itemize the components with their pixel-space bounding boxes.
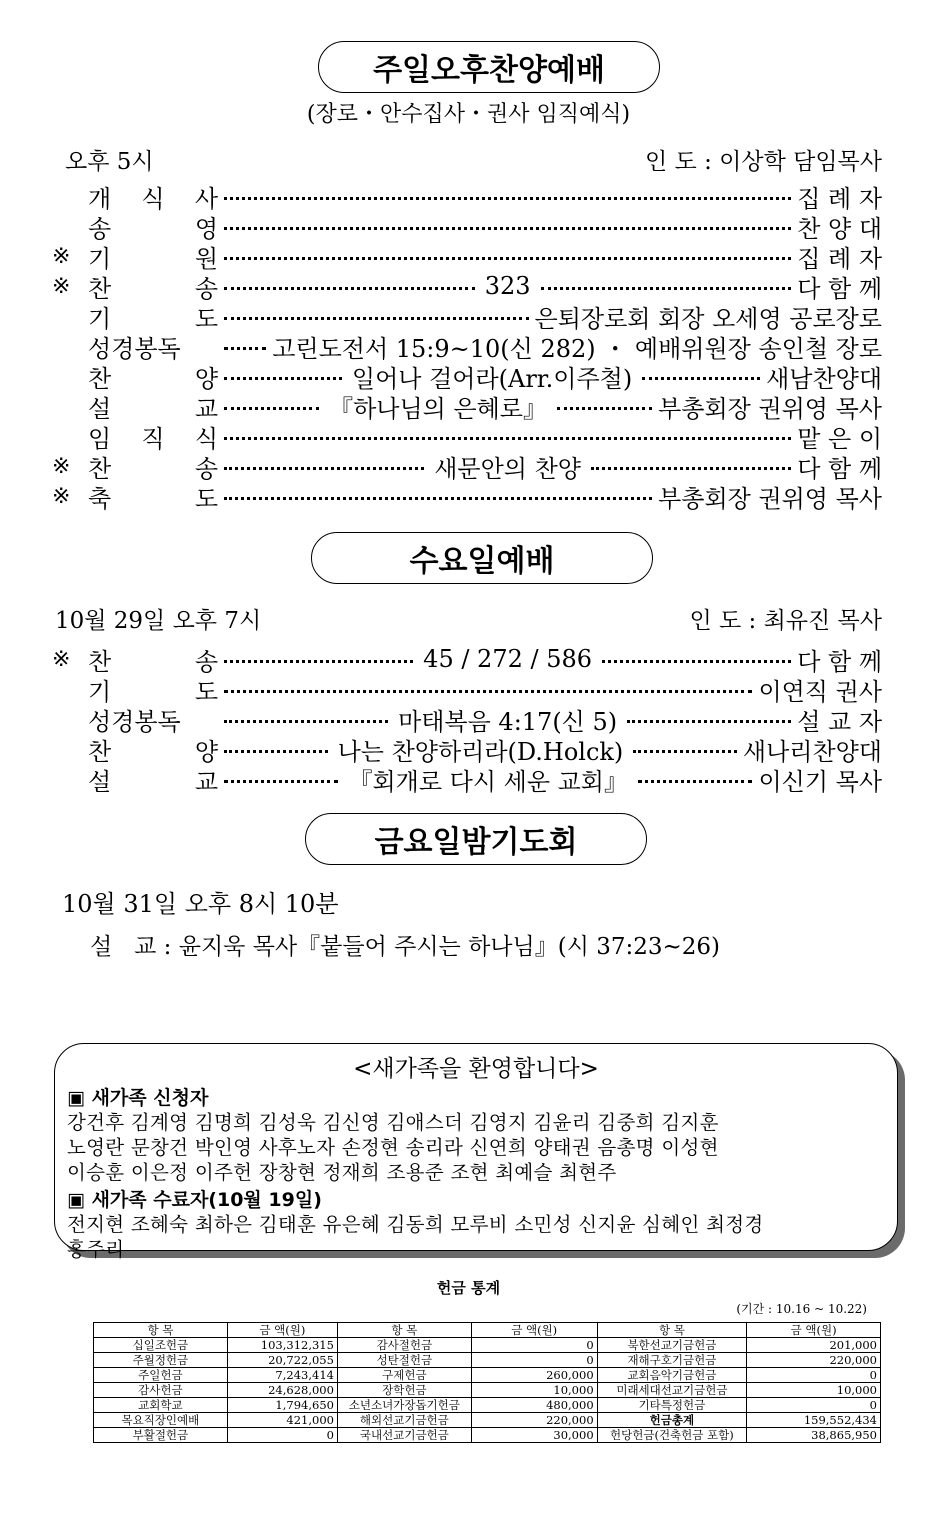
order-item: 개 식 사 [88,184,218,213]
offering-item: 헌금총계 [597,1413,747,1428]
order-person: 새남찬양대 [766,364,883,393]
order-item: 성경봉독 [88,707,181,736]
dot-leader [602,660,791,663]
order-row [52,644,882,674]
order-row [52,481,882,511]
order-content: 일어나 걸어라(Arr.이주철) [351,364,633,393]
offering-amount: 103,312,315 [227,1338,337,1353]
offering-amount: 7,243,414 [227,1368,337,1383]
order-person: 다 함 께 [797,454,883,483]
offering-item: 장학헌금 [337,1383,471,1398]
standing-mark: ※ [52,646,71,672]
order-row [52,391,882,421]
order-person: 이연직 권사 [758,677,882,706]
offering-amount: 0 [747,1368,881,1383]
dot-leader [224,197,791,200]
column-header: 항 목 [597,1323,747,1338]
dot-leader [633,750,737,753]
order-content: 나는 찬양하리라(D.Holck) [337,737,624,766]
order-content: 새문안의 찬양 [434,454,581,483]
dot-leader [591,467,791,470]
friday-prayer-title: 금요일밤기도회 [305,813,647,865]
order-person: 다 함 께 [797,647,882,676]
wednesday-service-leader: 인 도 : 최유진 목사 [689,608,882,634]
order-row [52,241,882,271]
offering-amount: 30,000 [471,1428,597,1443]
order-person: 고린도전서 15:9~10(신 282) ・ 예배위원장 송인철 장로 [272,334,882,363]
offering-item: 목요직장인예배 [94,1413,228,1428]
order-item: 찬 양 [88,737,218,766]
dot-leader [224,227,791,230]
offering-amount: 20,722,055 [227,1353,337,1368]
order-row [52,271,882,301]
new-family-welcome-box [54,1043,898,1261]
dot-leader [224,467,424,470]
order-person: 이신기 목사 [758,767,883,796]
offering-amount: 10,000 [471,1383,597,1398]
offering-amount: 220,000 [747,1353,881,1368]
table-row [94,1398,881,1413]
dot-leader [224,257,791,260]
offering-title: 헌금 통계 [436,1279,501,1297]
dot-leader [224,497,652,500]
offering-amount: 1,794,650 [227,1398,337,1413]
offering-item: 성탄절헌금 [337,1353,471,1368]
table-row [94,1353,881,1368]
column-header: 금 액(원) [747,1323,881,1338]
offering-amount: 421,000 [227,1413,337,1428]
standing-mark: ※ [52,243,71,269]
offering-item: 재해구호기금헌금 [597,1353,747,1368]
sunday-service-title: 주일오후찬양예배 [318,41,660,93]
column-header: 금 액(원) [471,1323,597,1338]
dot-leader [224,690,752,693]
column-header: 항 목 [94,1323,228,1338]
friday-prayer-sermon: 설 교 : 윤지욱 목사『붙들어 주시는 하나님』(시 37:23~26) [90,934,721,960]
offering-item: 주일헌금 [94,1368,228,1383]
offering-item: 헌당헌금(건축헌금 포함) [597,1428,747,1443]
standing-mark: ※ [52,483,71,509]
offering-item: 구제헌금 [337,1368,471,1383]
sunday-service-subtitle: (장로・안수집사・권사 임직예식) [306,102,631,127]
order-content: 45 / 272 / 586 [423,645,593,673]
order-row [52,451,882,481]
order-item: 성경봉독 [88,334,181,363]
offering-amount: 0 [471,1338,597,1353]
order-item: 기 원 [88,244,218,273]
offering-period: (기간 : 10.16 ~ 10.22) [736,1302,867,1316]
offering-item: 국내선교기금헌금 [337,1428,471,1443]
dot-leader [224,377,342,380]
order-person: 집 례 자 [797,184,882,213]
applicants-list [67,1110,885,1185]
order-row [52,421,882,451]
order-row [52,361,882,391]
order-row [52,181,882,211]
offering-item: 십일조헌금 [94,1338,228,1353]
offering-amount: 0 [471,1353,597,1368]
graduates-list [67,1212,885,1262]
order-person: 부총회장 권위영 목사 [658,394,882,423]
order-person: 맡 은 이 [797,424,882,453]
order-row [52,331,882,361]
offering-item: 교회학교 [94,1398,228,1413]
offering-item: 북한선교기금헌금 [597,1338,747,1353]
order-item: 설 교 [88,767,218,796]
column-header: 금 액(원) [227,1323,337,1338]
dot-leader [224,347,266,350]
order-row [52,301,882,331]
offering-item: 감사헌금 [94,1383,228,1398]
order-item: 기 도 [88,304,218,333]
table-row [94,1413,881,1428]
offering-item: 주월정헌금 [94,1353,228,1368]
dot-leader [224,317,529,320]
order-person: 집 례 자 [797,244,882,273]
table-row [94,1338,881,1353]
offering-amount: 10,000 [747,1383,881,1398]
order-content: 『하나님의 은혜로』 [329,394,547,423]
order-person: 새나리찬양대 [742,737,882,766]
offering-amount: 220,000 [471,1413,597,1428]
applicants-line: 강건후 김계영 김명희 김성욱 김신영 김애스더 김영지 김윤리 김중희 김지훈 [67,1111,719,1134]
order-content: 마태복음 4:17(신 5) [398,707,618,736]
order-item: 찬 송 [88,454,218,483]
order-person: 설 교 자 [797,707,883,736]
order-row [52,674,882,704]
order-content: 323 [484,272,531,300]
offering-amount: 0 [747,1398,881,1413]
sunday-service-leader: 인 도 : 이상학 담임목사 [645,149,882,175]
order-item: 송 영 [88,214,218,243]
applicants-header: ▣ 새가족 신청자 [67,1087,209,1109]
offering-table-header [94,1323,881,1338]
order-item: 기 도 [88,677,218,706]
offering-amount: 260,000 [471,1368,597,1383]
offering-amount: 0 [227,1428,337,1443]
dot-leader [224,407,319,410]
applicants-line: 이승훈 이은정 이주헌 장창현 정재희 조용준 조현 최예슬 최현주 [67,1161,617,1184]
offering-amount: 201,000 [747,1338,881,1353]
offering-item: 해외선교기금헌금 [337,1413,471,1428]
dot-leader [627,720,791,723]
order-item: 설 교 [88,394,218,423]
order-person: 은퇴장로회 회장 오세영 공로장로 [534,304,882,333]
order-row [52,211,882,241]
dot-leader [224,750,328,753]
dot-leader [224,437,791,440]
order-person: 찬 양 대 [797,214,882,243]
order-item: 임 직 식 [88,424,218,453]
order-item: 축 도 [88,484,218,513]
dot-leader [541,287,792,290]
table-row [94,1368,881,1383]
wednesday-service-title: 수요일예배 [311,532,653,584]
offering-item: 교회음악기금헌금 [597,1368,747,1383]
offering-table [93,1322,881,1443]
sunday-service-time: 오후 5시 [65,149,154,175]
offering-amount: 480,000 [471,1398,597,1413]
order-item: 찬 양 [88,364,218,393]
friday-prayer-time: 10월 31일 오후 8시 10분 [62,890,339,918]
standing-mark: ※ [52,453,71,479]
offering-amount: 24,628,000 [227,1383,337,1398]
order-content: 『회개로 다시 세운 교회』 [348,767,628,796]
order-row [52,764,882,794]
offering-item: 기타특정헌금 [597,1398,747,1413]
dot-leader [557,407,652,410]
dot-leader [224,660,413,663]
order-item: 찬 송 [88,274,218,303]
dot-leader [224,287,475,290]
dot-leader [642,377,760,380]
order-row [52,734,882,764]
order-item: 찬 송 [88,647,218,676]
standing-mark: ※ [52,273,71,299]
table-row [94,1428,881,1443]
order-row [52,704,882,734]
welcome-title: <새가족을 환영합니다> [353,1056,599,1082]
order-person: 다 함 께 [797,274,882,303]
dot-leader [638,780,752,783]
applicants-line: 노영란 문창건 박인영 사후노자 손정현 송리라 신연희 양태권 음총명 이성현 [67,1136,719,1159]
offering-item: 감사절헌금 [337,1338,471,1353]
graduates-line: 홍주리 [67,1238,125,1261]
wednesday-service-time: 10월 29일 오후 7시 [55,608,262,634]
offering-item: 부활절헌금 [94,1428,228,1443]
offering-amount: 159,552,434 [747,1413,881,1428]
offering-item: 미래세대선교기금헌금 [597,1383,747,1398]
dot-leader [224,720,388,723]
offering-item: 소년소녀가장돕기헌금 [337,1398,471,1413]
graduates-header: ▣ 새가족 수료자(10월 19일) [67,1189,322,1211]
order-person: 부총회장 권위영 목사 [658,484,882,513]
graduates-line: 전지현 조혜숙 최하은 김태훈 유은혜 김동희 모루비 소민성 신지윤 심혜인 최정경 [67,1213,764,1236]
offering-amount: 38,865,950 [747,1428,881,1443]
dot-leader [224,780,338,783]
table-row [94,1383,881,1398]
column-header: 항 목 [337,1323,471,1338]
